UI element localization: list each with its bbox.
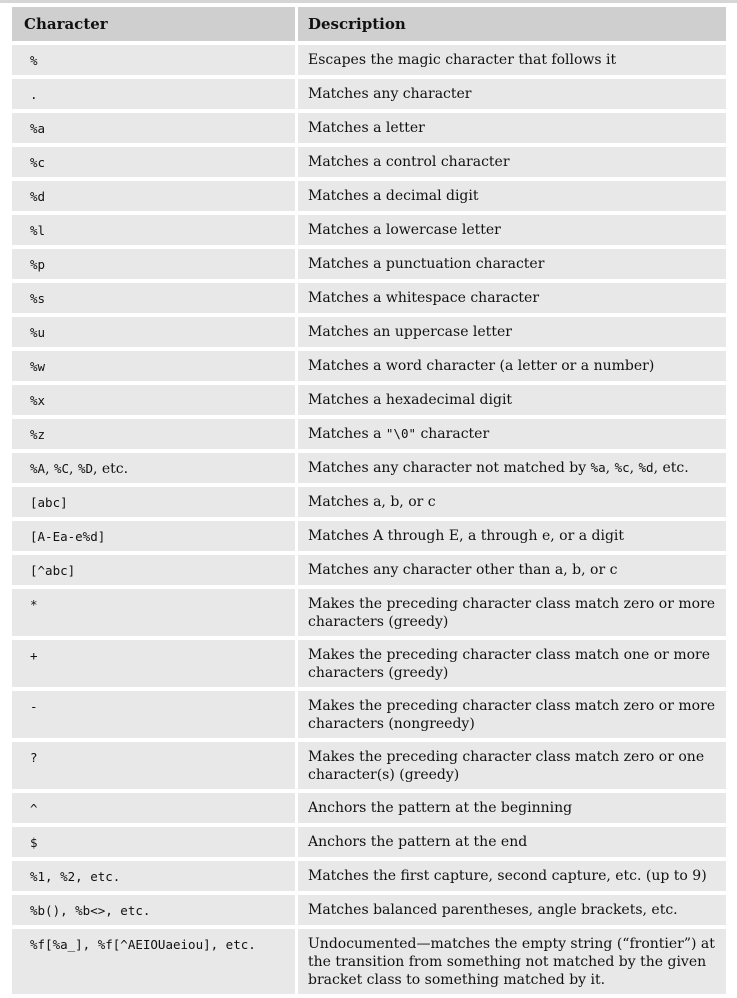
character-cell: %w — [12, 351, 298, 381]
column-header-description: Description — [298, 7, 726, 41]
description-cell — [298, 453, 726, 483]
character-cell: ? — [12, 742, 298, 789]
description-cell: Anchors the pattern at the beginning — [298, 793, 726, 823]
character-cell: %s — [12, 283, 298, 313]
character-part: %A — [30, 461, 46, 476]
character-part: , — [69, 461, 78, 477]
description-cell: Matches a, b, or c — [298, 487, 726, 517]
character-cell — [12, 453, 298, 483]
table-row — [12, 215, 726, 245]
character-cell: %b(), %b<>, etc. — [12, 895, 298, 925]
character-cell: - — [12, 691, 298, 738]
table-row — [12, 113, 726, 143]
table-row — [12, 895, 726, 925]
description-part: , — [629, 460, 639, 476]
description-cell: Matches the first capture, second capture, etc. (up to 9) — [298, 861, 726, 891]
character-cell: ^ — [12, 793, 298, 823]
character-cell: $ — [12, 827, 298, 857]
description-part: Matches a — [308, 426, 386, 442]
table-row — [12, 827, 726, 857]
table-row — [12, 181, 726, 211]
table-row — [12, 555, 726, 585]
table-row — [12, 521, 726, 551]
character-cell: %d — [12, 181, 298, 211]
table-row — [12, 589, 726, 636]
table-header-row — [12, 7, 726, 41]
description-cell: Anchors the pattern at the end — [298, 827, 726, 857]
description-cell: Matches A through E, a through e, or a digit — [298, 521, 726, 551]
description-cell: Matches any character — [298, 79, 726, 109]
code-fragment: %a — [590, 460, 606, 475]
table-row — [12, 249, 726, 279]
character-cell: . — [12, 79, 298, 109]
character-cell: %u — [12, 317, 298, 347]
description-cell: Matches a word character (a letter or a number) — [298, 351, 726, 381]
character-part: , — [45, 461, 54, 477]
table-row — [12, 351, 726, 381]
table-row — [12, 453, 726, 483]
description-cell: Makes the preceding character class match one or more characters (greedy) — [298, 640, 726, 687]
character-cell: % — [12, 45, 298, 75]
table-row — [12, 487, 726, 517]
character-cell: %f[%a_], %f[^AEIOUaeiou], etc. — [12, 929, 298, 994]
description-cell: Matches an uppercase letter — [298, 317, 726, 347]
description-cell: Matches a hexadecimal digit — [298, 385, 726, 415]
character-cell: %p — [12, 249, 298, 279]
table-row — [12, 793, 726, 823]
description-cell: Undocumented—matches the empty string (“frontier”) at the transition from something not matched by the given bracket class to something matched by it. — [298, 929, 726, 994]
code-fragment: "\0" — [385, 426, 416, 441]
description-cell — [298, 419, 726, 449]
character-part: , etc. — [93, 461, 129, 477]
description-cell: Makes the preceding character class match zero or more characters (nongreedy) — [298, 691, 726, 738]
description-part: character — [416, 426, 490, 442]
table-row — [12, 45, 726, 75]
description-part: , etc. — [653, 460, 689, 476]
table-row — [12, 317, 726, 347]
character-cell: %z — [12, 419, 298, 449]
description-cell: Matches a whitespace character — [298, 283, 726, 313]
character-cell: [abc] — [12, 487, 298, 517]
character-cell: + — [12, 640, 298, 687]
description-cell: Matches a decimal digit — [298, 181, 726, 211]
character-cell: %a — [12, 113, 298, 143]
table-row — [12, 861, 726, 891]
character-part: %C — [53, 461, 70, 476]
table-row — [12, 147, 726, 177]
table-row — [12, 79, 726, 109]
table-row — [12, 742, 726, 789]
character-cell: %x — [12, 385, 298, 415]
character-cell: [A-Ea-e%d] — [12, 521, 298, 551]
character-cell: [^abc] — [12, 555, 298, 585]
description-cell: Makes the preceding character class match zero or one character(s) (greedy) — [298, 742, 726, 789]
character-part: %D — [77, 461, 93, 476]
description-cell: Matches a lowercase letter — [298, 215, 726, 245]
description-cell: Matches balanced parentheses, angle brackets, etc. — [298, 895, 726, 925]
character-cell: * — [12, 589, 298, 636]
description-cell: Makes the preceding character class match zero or more characters (greedy) — [298, 589, 726, 636]
table-row — [12, 691, 726, 738]
table-row — [12, 385, 726, 415]
description-cell: Matches any character other than a, b, or c — [298, 555, 726, 585]
column-header-character: Character — [12, 7, 298, 41]
description-cell: Matches a punctuation character — [298, 249, 726, 279]
character-cell: %l — [12, 215, 298, 245]
character-cell: %1, %2, etc. — [12, 861, 298, 891]
pattern-table — [12, 3, 726, 998]
description-cell: Escapes the magic character that follows it — [298, 45, 726, 75]
table-row — [12, 283, 726, 313]
character-cell: %c — [12, 147, 298, 177]
description-part: , — [605, 460, 615, 476]
description-part: Matches any character not matched by — [308, 460, 591, 476]
table-row — [12, 640, 726, 687]
table-row — [12, 419, 726, 449]
code-fragment: %d — [638, 460, 654, 475]
code-fragment: %c — [614, 460, 630, 475]
table-row — [12, 929, 726, 994]
description-cell: Matches a control character — [298, 147, 726, 177]
description-cell: Matches a letter — [298, 113, 726, 143]
